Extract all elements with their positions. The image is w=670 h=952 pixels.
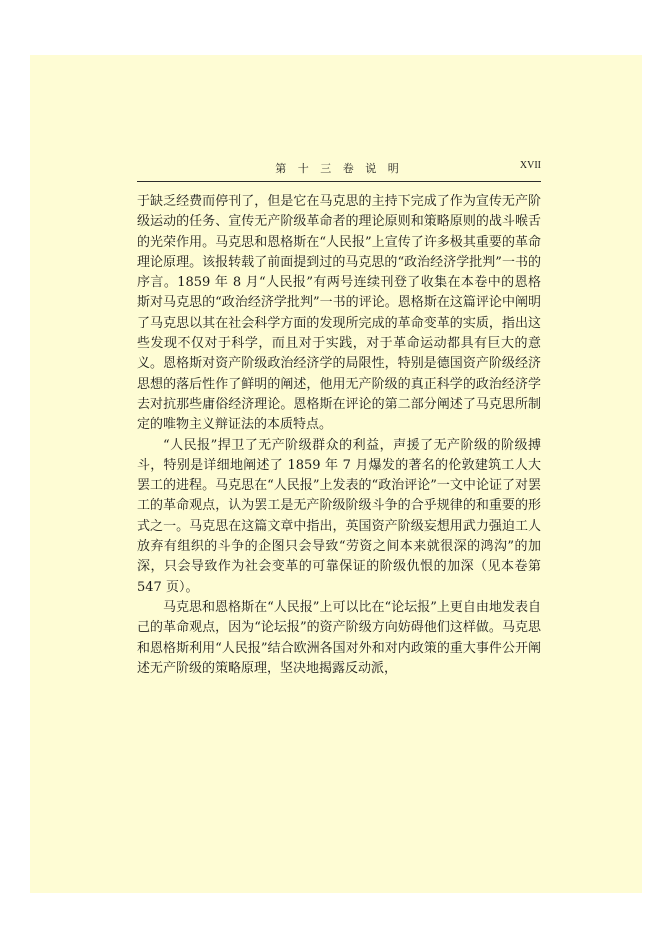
paragraph: “人民报”捍卫了无产阶级群众的利益，声援了无产阶级的阶级搏斗，特别是详细地阐述了 1859 年 7 月爆发的著名的伦敦建筑工人大罢工的进程。马克思在“人民报”上发表的“政治评论”一文中论证了对罢工的革命观点，认为罢工是无产阶级阶级斗争的合乎规律的和重要的形式之一。马克思在这篇文章中指出，英国资产阶级妄想用武力强迫工人放弃有组织的斗争的企图只会导致“劳资之间本来就很深的鸿沟”的加深，只会导致作为社会变革的可靠保证的阶级仇恨的加深（见本卷第 547 页）。 — [137, 437, 541, 595]
paragraph: 马克思和恩格斯在“人民报”上可以比在“论坛报”上更自由地发表自己的革命观点，因为“论坛报”的资产阶级方向妨碍他们这样做。马克思和恩格斯利用“人民报”结合欧洲各国对外和对内政策的重大事件公开阐述无产阶级的策略原理，坚决地揭露反动派， — [137, 599, 541, 676]
running-header — [137, 160, 541, 180]
page-number: XVII — [519, 160, 541, 171]
body-text — [137, 192, 541, 679]
header-divider — [137, 181, 541, 182]
paragraph-continued: 于缺乏经费而停刊了，但是它在马克思的主持下完成了作为宣传无产阶级运动的任务、宣传无产阶级革命者的理论原则和策略原则的战斗喉舌的光荣作用。马克思和恩格斯在“人民报”上宣传了许多极其重要的革命理论原理。该报转载了前面提到过的马克思的“政治经济学批判”一书的序言。1859 年 8 月“人民报”有两号连续刊登了收集在本卷中的恩格斯对马克思的“政治经济学批判”一书的评论。恩格斯在这篇评论中阐明了马克思以其在社会科学方面的发现所完成的革命变革的实质，指出这些发现不仅对于科学，而且对于实践，对于革命运动都具有巨大的意义。恩格斯对资产阶级政治经济学的局限性，特别是德国资产阶级经济思想的落后性作了鲜明的阐述，他用无产阶级的真正科学的政治经济学去对抗那些庸俗经济理论。恩格斯在评论的第二部分阐述了马克思所制定的唯物主义辩证法的本质特点。 — [137, 194, 541, 433]
header-title: 第 十 三 卷 说 明 — [275, 162, 403, 175]
